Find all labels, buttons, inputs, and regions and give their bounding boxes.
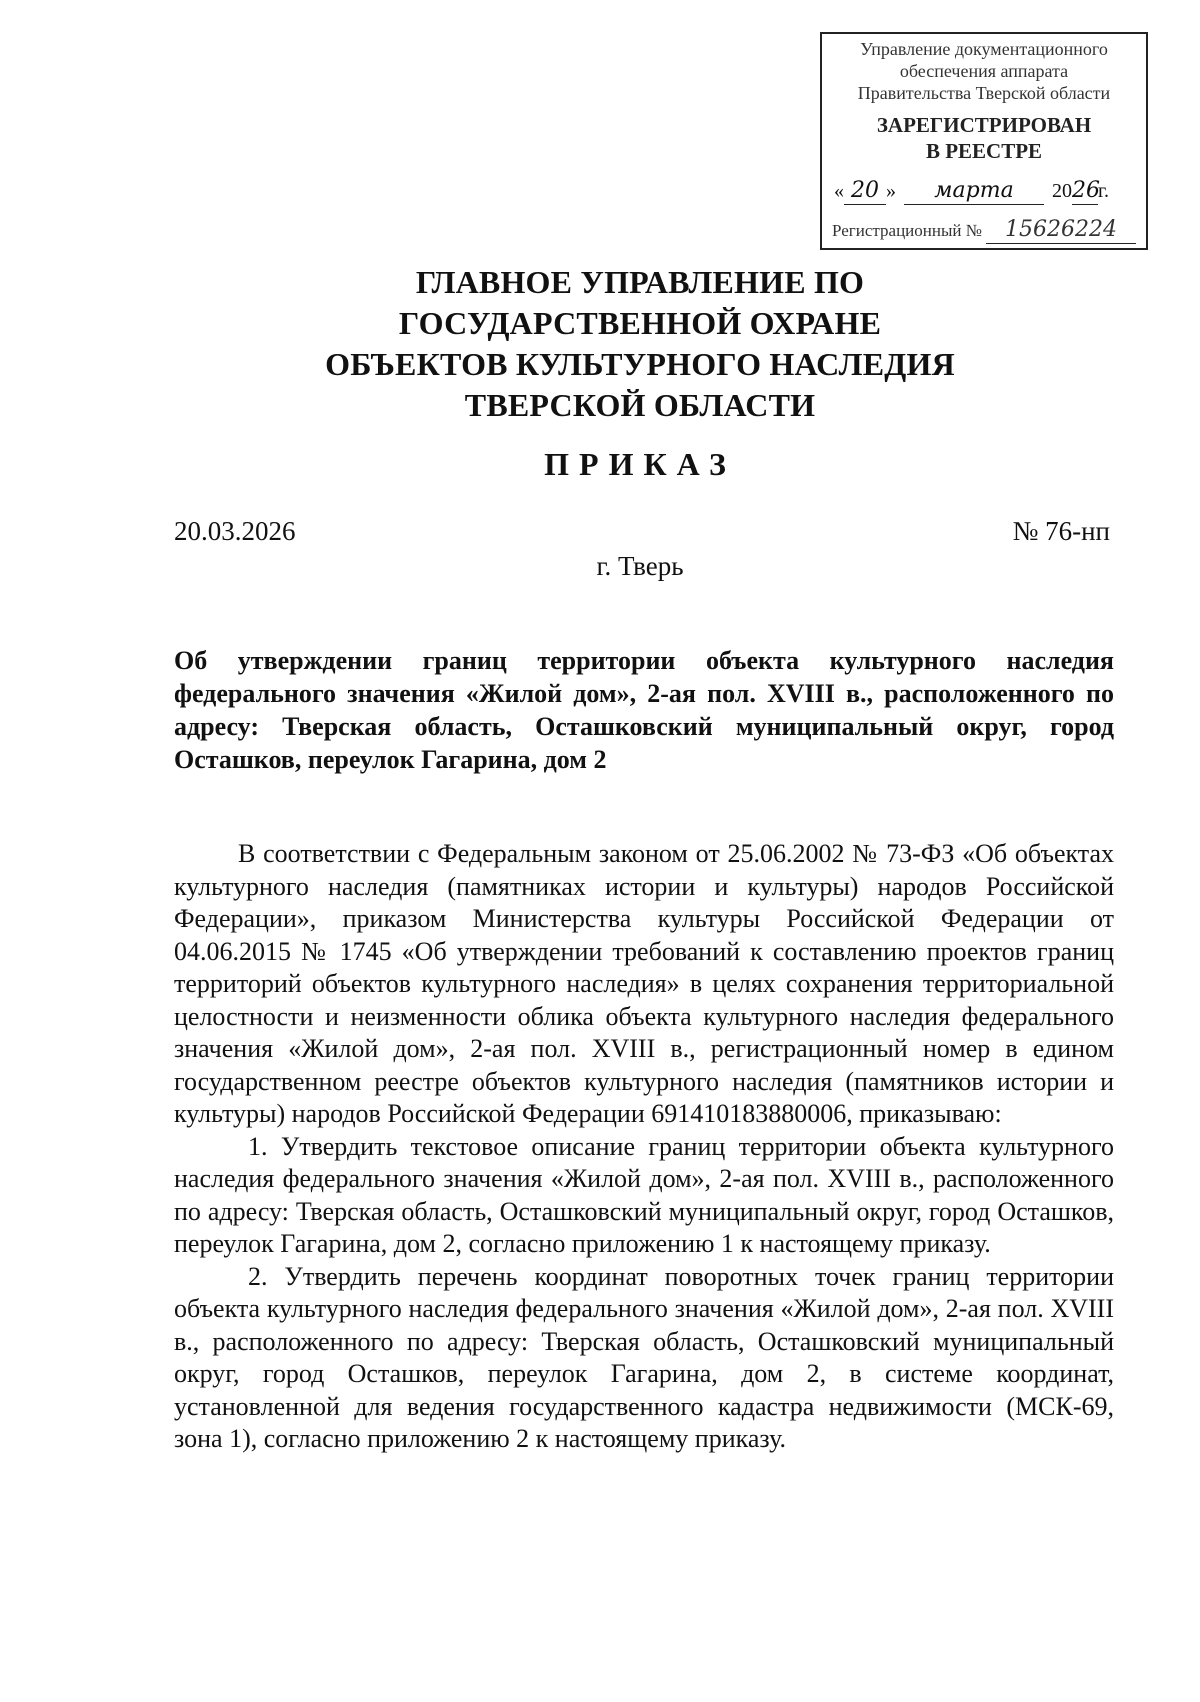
- stamp-date-year-prefix: 20: [1052, 180, 1072, 202]
- order-number: № 76-нп: [1012, 516, 1110, 546]
- stamp-date-open-quote: «: [834, 180, 844, 202]
- stamp-line-1: Управление документационного: [860, 39, 1108, 59]
- order-date: 20.03.2026: [174, 516, 296, 546]
- stamp-reg-number: 15626224: [986, 217, 1136, 244]
- stamp-line-3: Правительства Тверской области: [857, 83, 1111, 103]
- org-line-2: ГОСУДАРСТВЕННОЙ ОХРАНЕ: [398, 305, 882, 341]
- body-item-1: 1. Утвердить текстовое описание границ территории объекта культурного наследия федерального значения «Жилой дом», 2-ая пол. XVIII в., расположенного по адресу: Тверская область, Осташковский муниципальный округ, город Осташков, переулок Гагарина, дом 2, согласно приложению 1 к настоящему приказу.: [174, 1131, 1114, 1258]
- body-preamble: В соответствии с Федеральным законом от 25.06.2002 № 73-ФЗ «Об объектах культурного наследия (памятниках истории и культуры) народов Российской Федерации», приказом Министерства культуры Российской Федерации от 04.06.2015 № 1745 «Об утверждении требований к составлению проектов границ территорий объектов культурного наследия» в целях сохранения территориальной целостности и неизменности облика объекта культурного наследия федерального значения «Жилой дом», 2-ая пол. XVIII в., регистрационный номер в едином государственном реестре объектов культурного наследия (памятников истории и культуры) народов Российской Федерации 691410183880006, приказываю:: [174, 839, 1114, 1128]
- registration-stamp: [820, 32, 1148, 250]
- stamp-reg-label: Регистрационный №: [832, 221, 982, 240]
- org-line-4: ТВЕРСКОЙ ОБЛАСТИ: [464, 387, 816, 423]
- stamp-registered-1: ЗАРЕГИСТРИРОВАН: [876, 113, 1092, 137]
- org-line-1: ГЛАВНОЕ УПРАВЛЕНИЕ ПО: [415, 264, 865, 300]
- stamp-registered-2: В РЕЕСТРЕ: [925, 139, 1043, 163]
- body-item-2: 2. Утвердить перечень координат поворотных точек границ территории объекта культурного наследия федерального значения «Жилой дом», 2-ая пол. XVIII в., расположенного по адресу: Тверская область, Осташковский муниципальный округ, город Осташков, переулок Гагарина, дом 2, в системе координат, установленной для ведения государственного кадастра недвижимости (МСК-69, зона 1), согласно приложению 2 к настоящему приказу.: [174, 1261, 1114, 1453]
- stamp-date-year-end: г.: [1098, 180, 1109, 202]
- stamp-date-day: 20: [844, 178, 886, 205]
- stamp-date-close-quote: »: [886, 180, 896, 202]
- stamp-date: [822, 178, 1146, 205]
- organization-title: [160, 262, 1120, 426]
- stamp-line-2: обеспечения аппарата: [899, 61, 1069, 81]
- stamp-date-month: марта: [904, 178, 1044, 205]
- order-body: [174, 838, 1114, 1456]
- order-city: г. Тверь: [596, 551, 684, 581]
- stamp-date-year-suffix: 26: [1072, 178, 1100, 203]
- order-subject: Об утверждении границ территории объекта культурного наследия федерального значения «Жилой дом», 2-ая пол. XVIII в., расположенного по адресу: Тверская область, Осташковский муниципальный округ, город Осташков, переулок Гагарина, дом 2: [174, 646, 1114, 774]
- stamp-registration-number: [822, 217, 1146, 244]
- org-line-3: ОБЪЕКТОВ КУЛЬТУРНОГО НАСЛЕДИЯ: [325, 346, 955, 382]
- document-type: ПРИКАЗ: [544, 446, 736, 482]
